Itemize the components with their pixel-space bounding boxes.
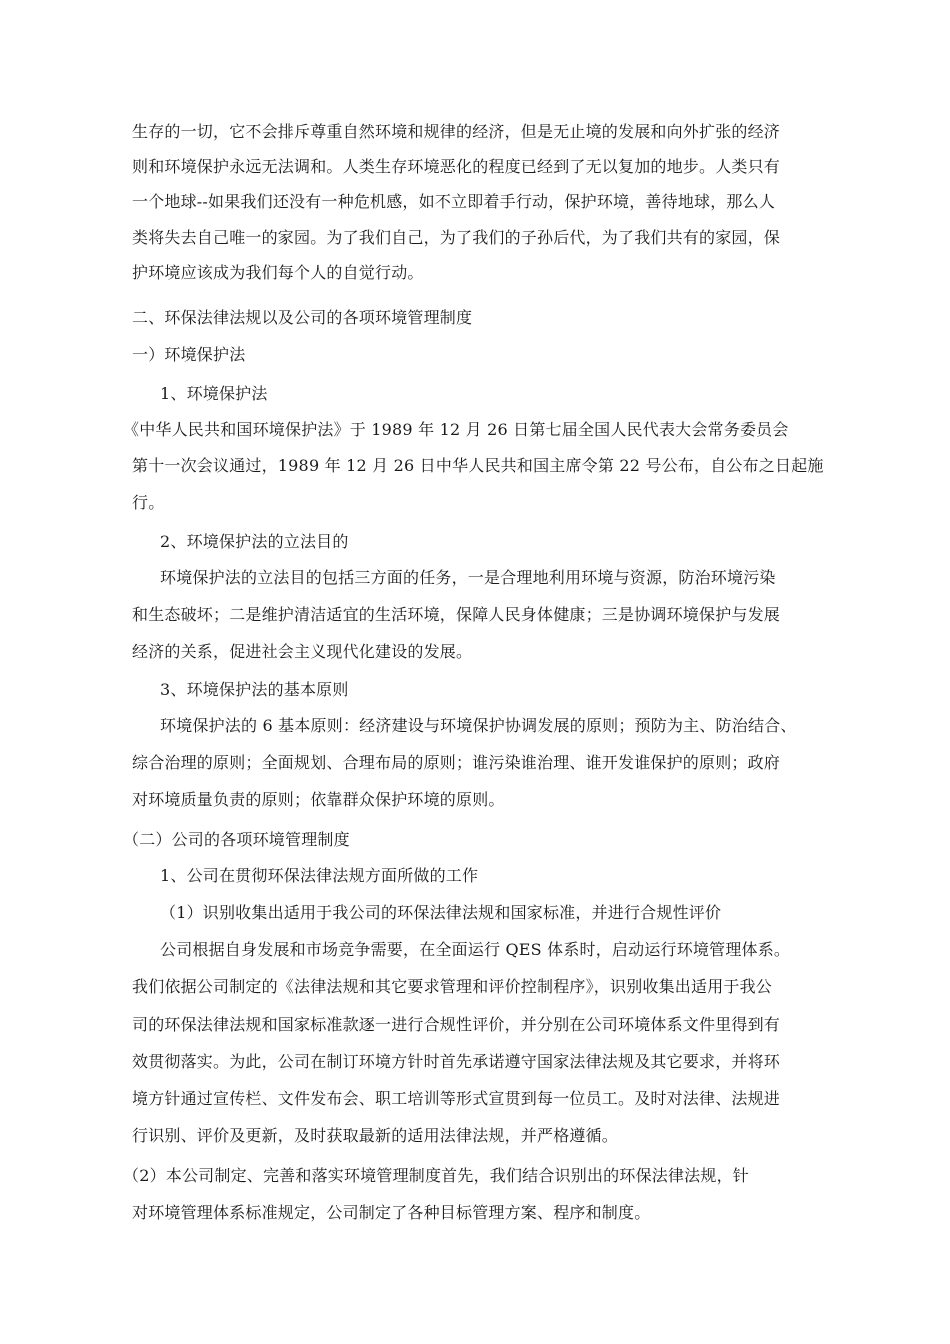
paragraph-line: 司的环保法律法规和国家标准款逐一进行合规性评价，并分别在公司环境体系文件里得到有 [132,1015,781,1034]
item-heading: 2、环境保护法的立法目的 [160,532,349,551]
paragraph-line: 《中华人民共和国环境保护法》于 1989 年 12 月 26 日第七届全国人民代表大会常务委员会 [123,420,789,439]
paragraph-line: 对环境管理体系标准规定，公司制定了各种目标管理方案、程序和制度。 [132,1203,651,1222]
paragraph-line: 经济的关系，促进社会主义现代化建设的发展。 [132,642,473,661]
paragraph-line: 境方针通过宣传栏、文件发布会、职工培训等形式宣贯到每一位员工。及时对法律、法规进 [132,1089,781,1108]
paragraph-line: 生存的一切，它不会排斥尊重自然环境和规律的经济，但是无止境的发展和向外扩张的经济 [132,122,781,141]
paragraph-line: 一个地球--如果我们还没有一种危机感，如不立即着手行动，保护环境，善待地球，那么人 [132,192,776,211]
section-heading: 二、环保法律法规以及公司的各项环境管理制度 [132,308,473,327]
paragraph-line: 综合治理的原则；全面规划、合理布局的原则；谁污染谁治理、谁开发谁保护的原则；政府 [132,753,781,772]
paragraph-line: 我们依据公司制定的《法律法规和其它要求管理和评价控制程序》，识别收集出适用于我公 [132,977,773,996]
paragraph-line: （2）本公司制定、完善和落实环境管理制度首先，我们结合识别出的环保法律法规，针 [123,1166,749,1185]
paragraph-line: 环境保护法的 6 基本原则：经济建设与环境保护协调发展的原则；预防为主、防治结合、 [160,716,797,735]
paragraph-line: 环境保护法的立法目的包括三方面的任务，一是合理地利用环境与资源，防治环境污染 [160,568,776,587]
paragraph-line: 公司根据自身发展和市场竞争需要，在全面运行 QES 体系时，启动运行环境管理体系。 [160,940,791,959]
subsection-heading: 一）环境保护法 [132,345,246,364]
paragraph-line: 类将失去自己唯一的家园。为了我们自己，为了我们的子孙后代，为了我们共有的家园，保 [132,228,781,247]
paragraph-line: 对环境质量负责的原则；依靠群众保护环境的原则。 [132,790,505,809]
item-subheading: （1）识别收集出适用于我公司的环保法律法规和国家标准，并进行合规性评价 [160,903,722,922]
item-heading: 1、环境保护法 [160,384,268,403]
paragraph-line: 则和环境保护永远无法调和。人类生存环境恶化的程度已经到了无以复加的地步。人类只有 [132,157,781,176]
subsection-heading: （二）公司的各项环境管理制度 [123,830,350,849]
item-heading: 3、环境保护法的基本原则 [160,680,349,699]
paragraph-line: 第十一次会议通过，1989 年 12 月 26 日中华人民共和国主席令第 22 号公布，自公布之日起施 [132,456,824,475]
item-heading: 1、公司在贯彻环保法律法规方面所做的工作 [160,866,479,885]
paragraph-line: 效贯彻落实。为此，公司在制订环境方针时首先承诺遵守国家法律法规及其它要求，并将环 [132,1052,781,1071]
paragraph-line: 行。 [132,493,165,512]
paragraph-line: 行识别、评价及更新，及时获取最新的适用法律法规，并严格遵循。 [132,1126,619,1145]
paragraph-line: 护环境应该成为我们每个人的自觉行动。 [132,263,424,282]
paragraph-line: 和生态破坏；二是维护清洁适宜的生活环境，保障人民身体健康；三是协调环境保护与发展 [132,605,781,624]
